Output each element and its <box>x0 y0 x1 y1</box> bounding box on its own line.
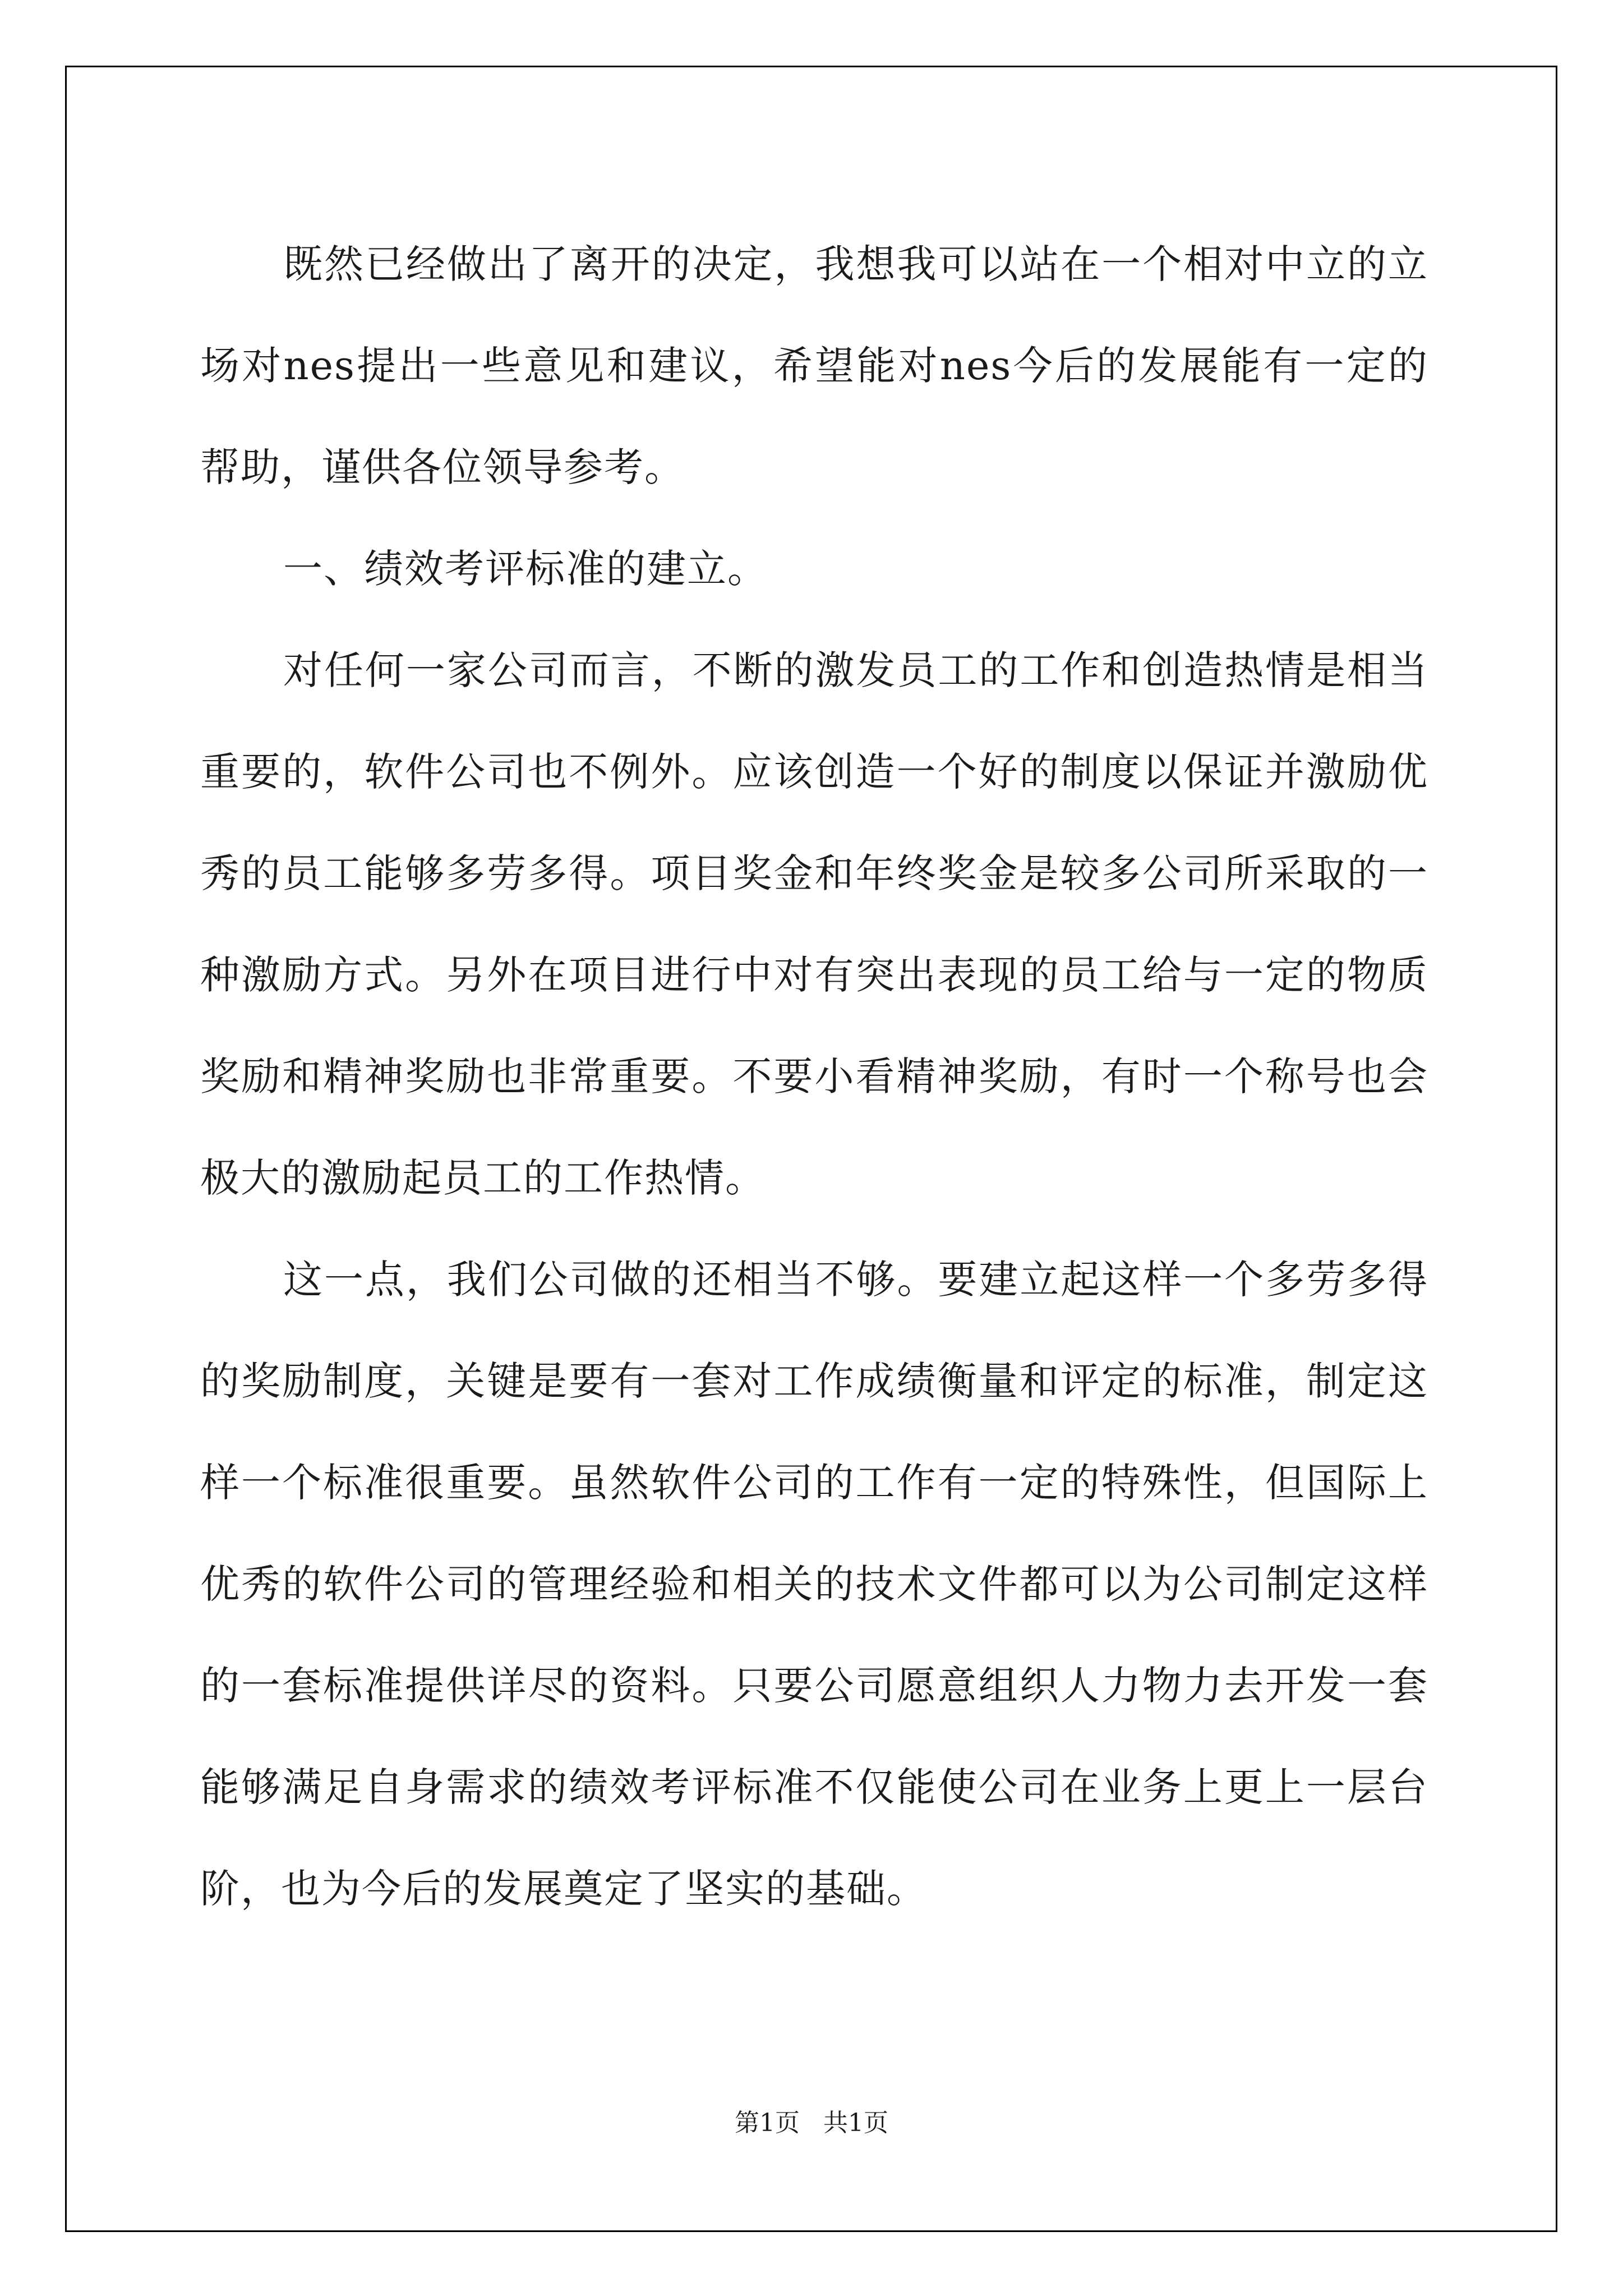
section-heading: 一、绩效考评标准的建立。 <box>283 546 768 592</box>
document-body <box>200 214 1428 1940</box>
paragraph-incentive: 对任何一家公司而言，不断的激发员工的工作和创造热情是相当重要的，软件公司也不例外。应该创造一个好的制度以保证并激励优秀的员工能够多劳多得。项目奖金和年终奖金是较多公司所采取的一种激励方式。另外在项目进行中对有突出表现的员工给与一定的物质奖励和精神奖励也非常重要。不要小看精神奖励，有时一个称号也会极大的激励起员工的工作热情。 <box>200 647 1428 1201</box>
paragraph-standard: 这一点，我们公司做的还相当不够。要建立起这样一个多劳多得的奖励制度，关键是要有一套对工作成绩衡量和评定的标准，制定这样一个标准很重要。虽然软件公司的工作有一定的特殊性，但国际上优秀的软件公司的管理经验和相关的技术文件都可以为公司制定这样的一套标准提供详尽的资料。只要公司愿意组织人力物力去开发一套能够满足自身需求的绩效考评标准不仅能使公司在业务上更上一层台阶，也为今后的发展奠定了坚实的基础。 <box>200 1257 1428 1912</box>
page-number-footer: 第1页 共1页 <box>735 2109 888 2137</box>
paragraph-intro: 既然已经做出了离开的决定，我想我可以站在一个相对中立的立场对nes提出一些意见和建议，希望能对nes今后的发展能有一定的帮助，谨供各位领导参考。 <box>200 241 1428 490</box>
